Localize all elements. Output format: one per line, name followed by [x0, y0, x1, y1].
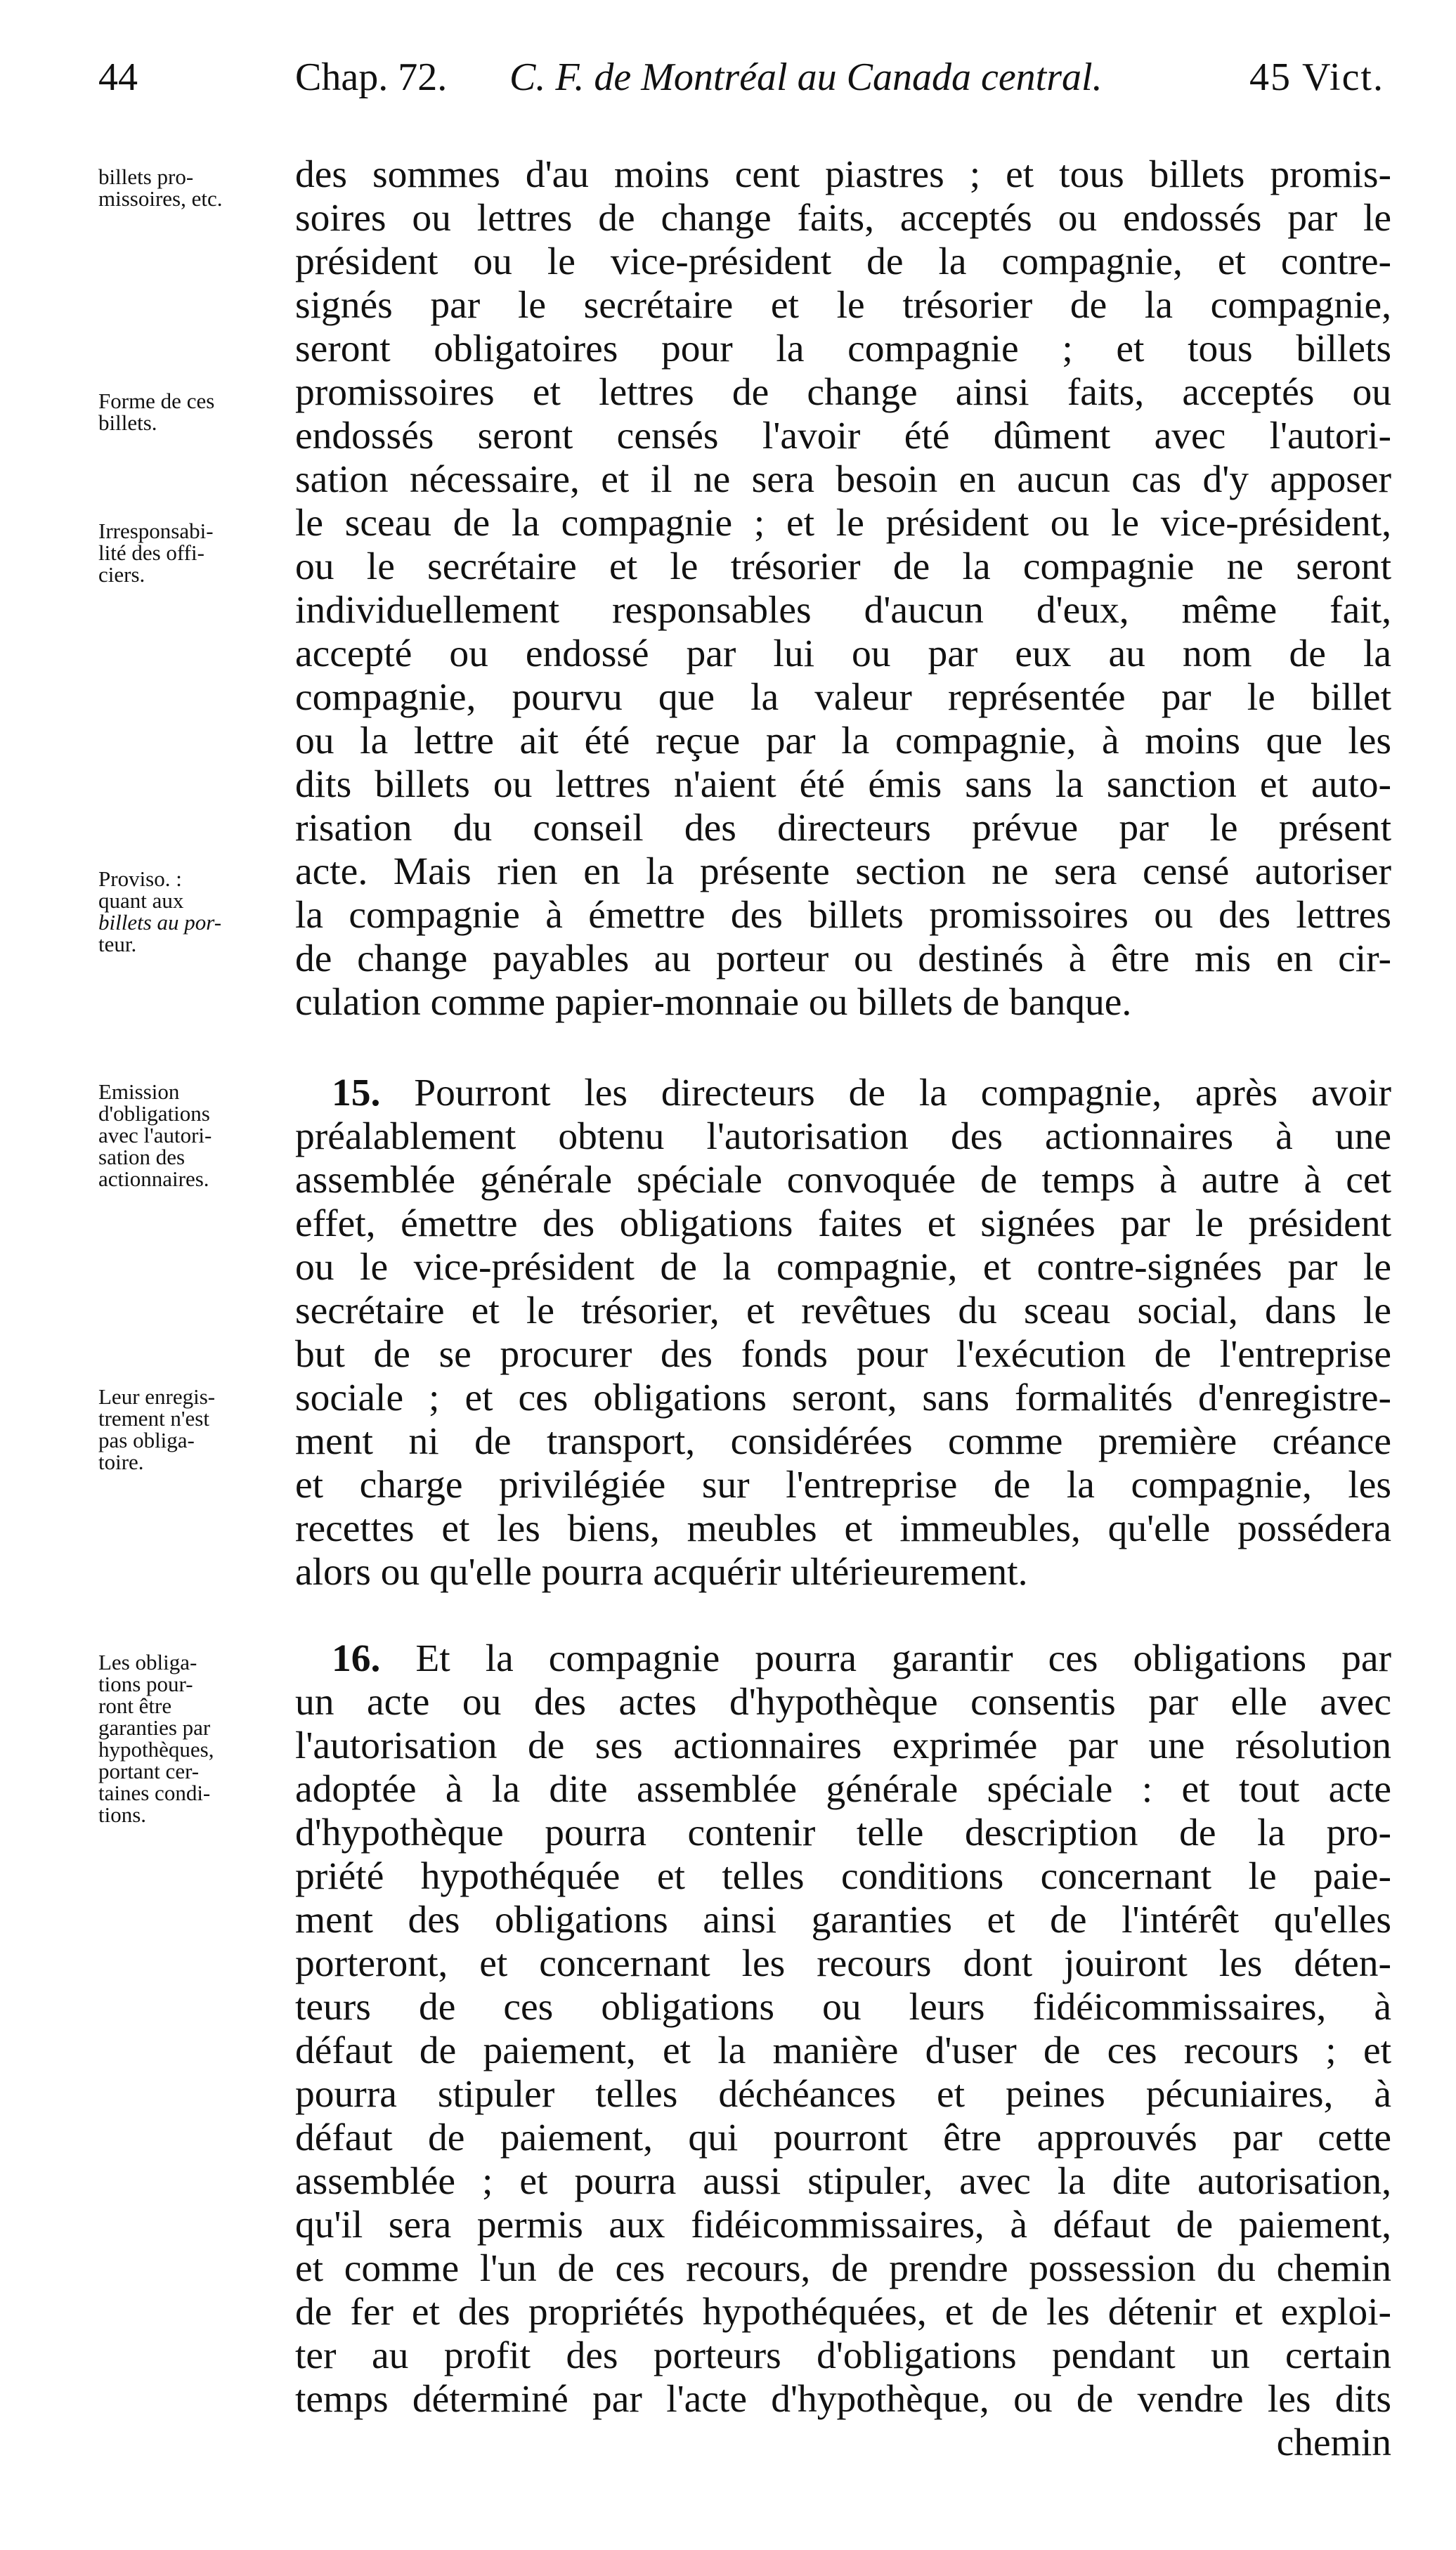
- text-line: d'hypothèque pourra contenir telle description de la pro-: [295, 1811, 1391, 1854]
- text-line: un acte ou des actes d'hypothèque consentis par elle avec: [295, 1681, 1391, 1724]
- margin-note-line: ciers.: [98, 562, 145, 587]
- text-line: promissoires et lettres de change ainsi faits, acceptés ou: [295, 371, 1391, 414]
- margin-note-line: actionnaires.: [98, 1166, 209, 1191]
- catchword: chemin: [1276, 2421, 1391, 2464]
- margin-note-line: toire.: [98, 1450, 144, 1474]
- margin-note-line: garanties par: [98, 1715, 211, 1740]
- margin-note-line: Forme de ces: [98, 389, 215, 413]
- text-line: sociale ; et ces obligations seront, sans formalités d'enregistre-: [295, 1377, 1391, 1419]
- text-line: ou le secrétaire et le trésorier de la compagnie ne seront: [295, 545, 1391, 588]
- margin-note-line: pas obliga-: [98, 1428, 195, 1452]
- margin-note-line: hypothèques,: [98, 1737, 214, 1762]
- section-15: [295, 1072, 1391, 1594]
- margin-note-line: taines condi-: [98, 1781, 211, 1805]
- text-line: et comme l'un de ces recours, de prendre possession du chemin: [295, 2247, 1391, 2290]
- text-line: seront obligatoires pour la compagnie ; et tous billets: [295, 327, 1391, 370]
- text-line: culation comme papier-monnaie ou billets de banque.: [295, 981, 1132, 1024]
- text-line: compagnie, pourvu que la valeur représentée par le billet: [295, 676, 1391, 719]
- text-line: sation nécessaire, et il ne sera besoin en aucun cas d'y apposer: [295, 458, 1391, 501]
- margin-note-line: billets.: [98, 410, 157, 435]
- margin-note-hypotheques: [98, 1651, 299, 1826]
- text-line: qu'il sera permis aux fidéicommissaires, à défaut de paiement,: [295, 2204, 1391, 2246]
- text-line: et charge privilégiée sur l'entreprise de la compagnie, les: [295, 1464, 1391, 1507]
- section-first-line: [295, 1637, 1391, 1681]
- text-line: soires ou lettres de change faits, acceptés ou endossés par le: [295, 197, 1391, 240]
- margin-note-line: tions pour-: [98, 1672, 193, 1696]
- text-line: président ou le vice-président de la compagnie, et contre-: [295, 240, 1391, 283]
- margin-note-line: Les obliga-: [98, 1650, 197, 1674]
- margin-note-line: lité des offi-: [98, 540, 204, 565]
- running-title: C. F. de Montréal au Canada central.: [509, 56, 1103, 99]
- margin-note-line: billets au por-: [98, 910, 222, 935]
- text-line: la compagnie à émettre des billets promissoires ou des lettres: [295, 894, 1391, 937]
- chapter-label: Chap. 72.: [295, 56, 448, 99]
- text-line: ou la lettre ait été reçue par la compagnie, à moins que les: [295, 720, 1391, 762]
- text-line: défaut de paiement, qui pourront être approuvés par cette: [295, 2116, 1391, 2159]
- margin-note-line: Leur enregis-: [98, 1384, 216, 1409]
- text-line: ter au profit des porteurs d'obligations pendant un certain: [295, 2334, 1391, 2377]
- text-line: effet, émettre des obligations faites et signées par le président: [295, 1202, 1391, 1245]
- text-line: priété hypothéquée et telles conditions concernant le paie-: [295, 1855, 1391, 1898]
- paragraph-continuation: [295, 153, 1391, 1024]
- margin-note-line: tions.: [98, 1802, 147, 1827]
- margin-note-line: missoires, etc.: [98, 186, 223, 211]
- section-opening-text: Et la compagnie pourra garantir ces obligations par: [415, 1637, 1391, 1680]
- text-line: alors ou qu'elle pourra acquérir ultérieurement.: [295, 1551, 1028, 1594]
- text-line: teurs de ces obligations ou leurs fidéicommissaires, à: [295, 1986, 1391, 2029]
- margin-note-forme: [98, 390, 299, 434]
- text-line: de change payables au porteur ou destinés à être mis en cir-: [295, 937, 1391, 980]
- text-line: adoptée à la dite assemblée générale spéciale : et tout acte: [295, 1768, 1391, 1811]
- text-line: dits billets ou lettres n'aient été émis sans la sanction et auto-: [295, 763, 1391, 806]
- text-line: l'autorisation de ses actionnaires exprimée par une résolution: [295, 1724, 1391, 1767]
- running-header: [98, 55, 1384, 118]
- margin-note-line: Emission: [98, 1079, 180, 1104]
- margin-note-line: Proviso. :: [98, 866, 182, 891]
- margin-note-line: quant aux: [98, 888, 184, 913]
- text-line: défaut de paiement, et la manière d'user de ces recours ; et: [295, 2029, 1391, 2072]
- margin-note-line: Irresponsabi-: [98, 519, 214, 543]
- text-line: accepté ou endossé par lui ou par eux au nom de la: [295, 632, 1391, 675]
- text-line: porteront, et concernant les recours dont jouiront les déten-: [295, 1942, 1391, 1985]
- margin-note-line: ront être: [98, 1693, 172, 1718]
- text-line: assemblée ; et pourra aussi stipuler, avec la dite autorisation,: [295, 2160, 1391, 2203]
- text-line: pourra stipuler telles déchéances et peines pécuniaires, à: [295, 2073, 1391, 2116]
- text-line: ou le vice-président de la compagnie, et contre-signées par le: [295, 1246, 1391, 1289]
- text-line: signés par le secrétaire et le trésorier de la compagnie,: [295, 284, 1391, 327]
- margin-note-line: avec l'autori-: [98, 1123, 212, 1147]
- margin-note-line: portant cer-: [98, 1759, 200, 1783]
- text-line: préalablement obtenu l'autorisation des actionnaires à une: [295, 1115, 1391, 1158]
- text-line: individuellement responsables d'aucun d'eux, même fait,: [295, 589, 1391, 632]
- text-line: ment des obligations ainsi garanties et de l'intérêt qu'elles: [295, 1899, 1391, 1941]
- margin-note-line: teur.: [98, 932, 137, 956]
- text-line: risation du conseil des directeurs prévue par le présent: [295, 807, 1391, 850]
- section-16: [295, 1637, 1391, 2465]
- text-line: de fer et des propriétés hypothéquées, et de les détenir et exploi-: [295, 2291, 1391, 2334]
- text-line: le sceau de la compagnie ; et le président ou le vice-président,: [295, 502, 1391, 545]
- page-number: 44: [98, 56, 138, 99]
- section-opening-text: Pourront les directeurs de la compagnie, après avoir: [414, 1072, 1391, 1114]
- margin-note-irresponsabilite: [98, 520, 299, 585]
- margin-note-proviso: [98, 868, 299, 955]
- margin-note-line: sation des: [98, 1145, 186, 1169]
- margin-note-line: trement n'est: [98, 1406, 209, 1431]
- text-line: secrétaire et le trésorier, et revêtues du sceau social, dans le: [295, 1289, 1391, 1332]
- margin-note-line: d'obligations: [98, 1101, 210, 1126]
- section-number: 16.: [332, 1637, 381, 1680]
- section-first-line: [295, 1072, 1391, 1115]
- text-line: but de se procurer des fonds pour l'exécution de l'entreprise: [295, 1333, 1391, 1376]
- text-line: acte. Mais rien en la présente section ne sera censé autoriser: [295, 850, 1391, 893]
- text-line: endossés seront censés l'avoir été dûment avec l'autori-: [295, 415, 1391, 457]
- text-line: recettes et les biens, meubles et immeubles, qu'elle possédera: [295, 1507, 1391, 1550]
- margin-note-enregistrement: [98, 1386, 299, 1473]
- margin-note-billets: [98, 166, 299, 209]
- text-line: des sommes d'au moins cent piastres ; et tous billets promis-: [295, 153, 1391, 196]
- text-line: temps déterminé par l'acte d'hypothèque, ou de vendre les dits: [295, 2378, 1391, 2421]
- regnal-year: 45 Vict.: [1249, 56, 1384, 99]
- margin-note-emission: [98, 1081, 299, 1190]
- text-line: ment ni de transport, considérées comme première créance: [295, 1420, 1391, 1463]
- margin-note-line: billets pro-: [98, 164, 194, 189]
- text-line: assemblée générale spéciale convoquée de temps à autre à cet: [295, 1159, 1391, 1202]
- section-number: 15.: [332, 1072, 381, 1114]
